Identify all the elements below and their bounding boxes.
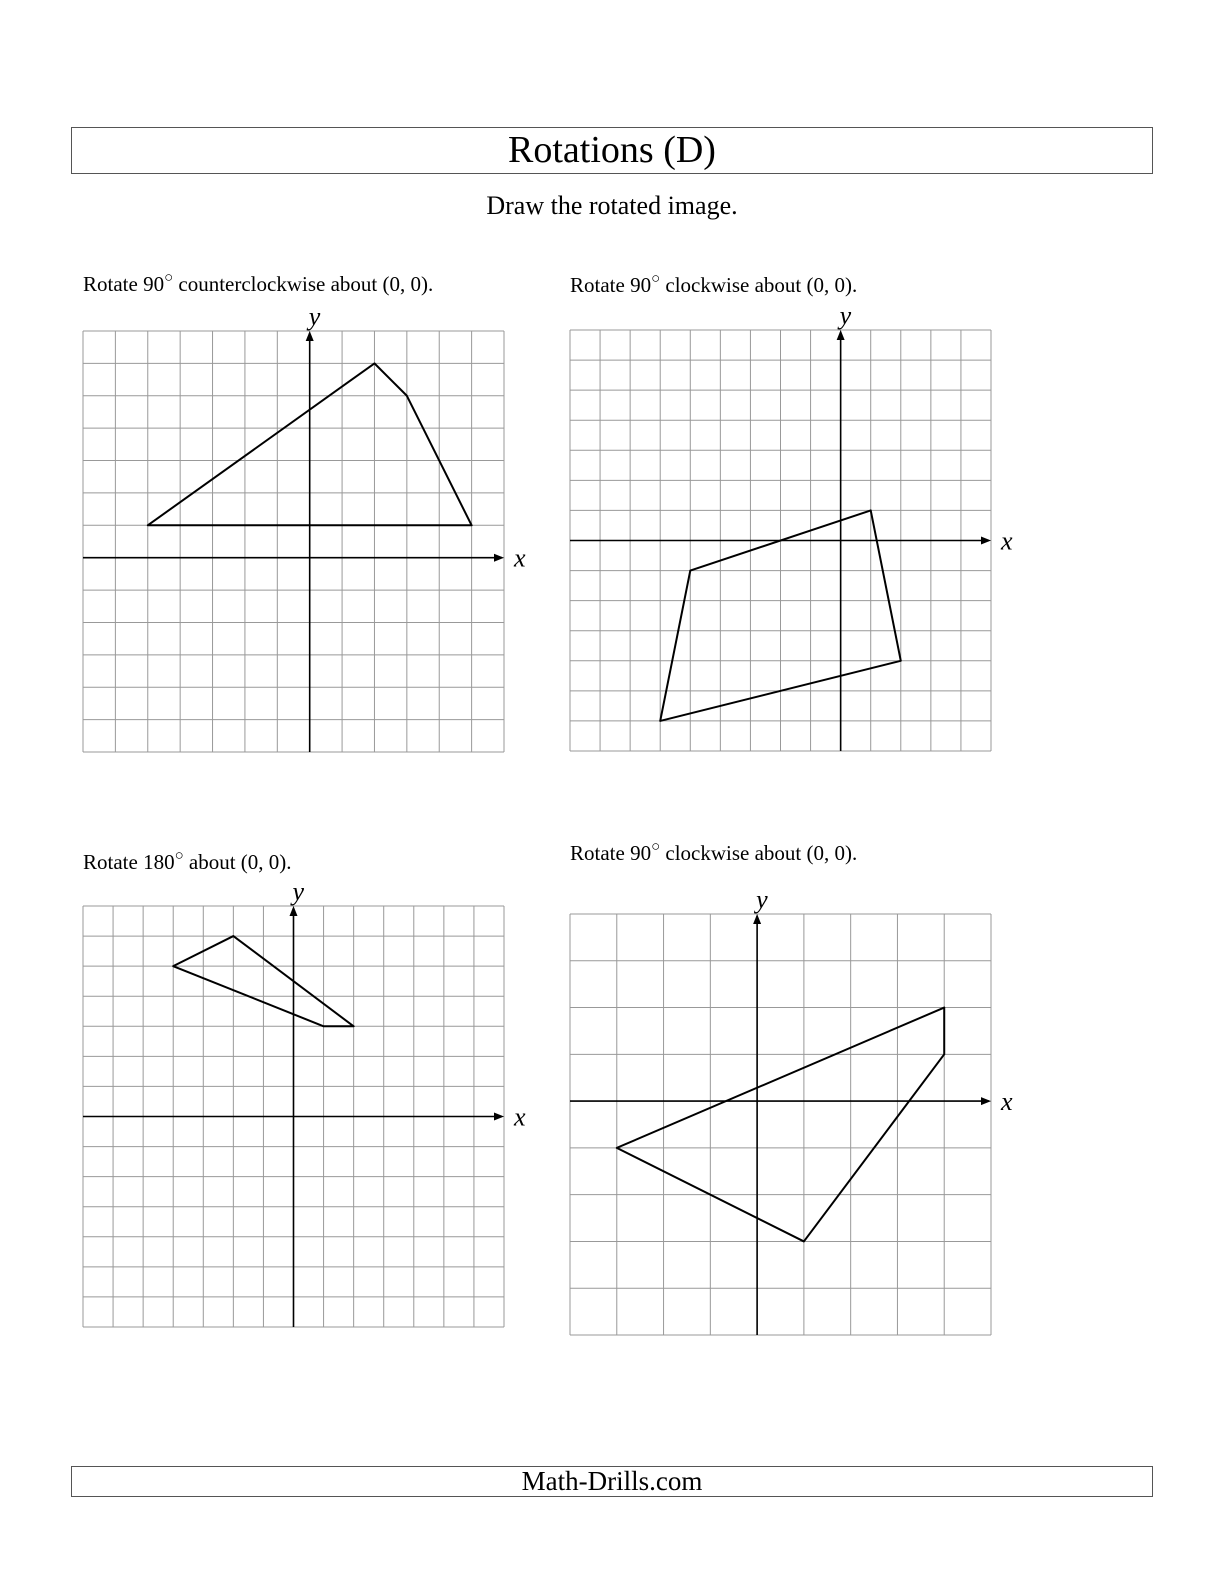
x-axis-label: x	[514, 543, 526, 573]
y-axis-arrow	[837, 330, 845, 340]
x-axis-arrow	[494, 554, 504, 562]
problem-4-prompt-start: Rotate 90	[570, 841, 652, 865]
x-axis-label: x	[1001, 1087, 1013, 1117]
problem-3-prompt-start: Rotate 180	[83, 850, 175, 874]
problem-2-prompt-end: clockwise about (0, 0).	[660, 273, 858, 297]
problem-4-grid	[570, 885, 1013, 1335]
y-axis-label: y	[756, 885, 768, 914]
problem-1-prompt-start: Rotate 90	[83, 272, 165, 296]
worksheet-title: Rotations (D)	[508, 129, 716, 171]
x-axis-label: x	[1001, 526, 1013, 556]
footer-site-name: Math-Drills.com	[521, 1466, 703, 1496]
pre-image-shape	[617, 1008, 944, 1242]
y-axis-arrow	[290, 906, 298, 916]
x-axis-label: x	[514, 1102, 526, 1132]
y-axis-arrow	[753, 914, 761, 924]
x-axis-arrow	[981, 1097, 991, 1105]
problem-2-grid	[570, 301, 1013, 751]
worksheet-instructions: Draw the rotated image.	[486, 191, 738, 220]
degree-symbol: ○	[651, 839, 661, 855]
degree-symbol: ○	[164, 270, 174, 286]
problem-3-grid	[83, 877, 526, 1327]
degree-symbol: ○	[174, 848, 184, 864]
x-axis-arrow	[981, 537, 991, 545]
problem-2-prompt-start: Rotate 90	[570, 273, 652, 297]
degree-symbol: ○	[651, 271, 661, 287]
y-axis-arrow	[306, 331, 314, 341]
problem-4-prompt-end: clockwise about (0, 0).	[660, 841, 858, 865]
y-axis-label: y	[839, 301, 852, 330]
y-axis-label: y	[308, 302, 321, 331]
problem-3-prompt-end: about (0, 0).	[183, 850, 292, 874]
problem-1-grid	[83, 302, 526, 752]
x-axis-arrow	[494, 1113, 504, 1121]
problem-1-prompt-end: counterclockwise about (0, 0).	[173, 272, 434, 296]
footer-box	[71, 1466, 1153, 1497]
y-axis-label: y	[292, 877, 305, 906]
